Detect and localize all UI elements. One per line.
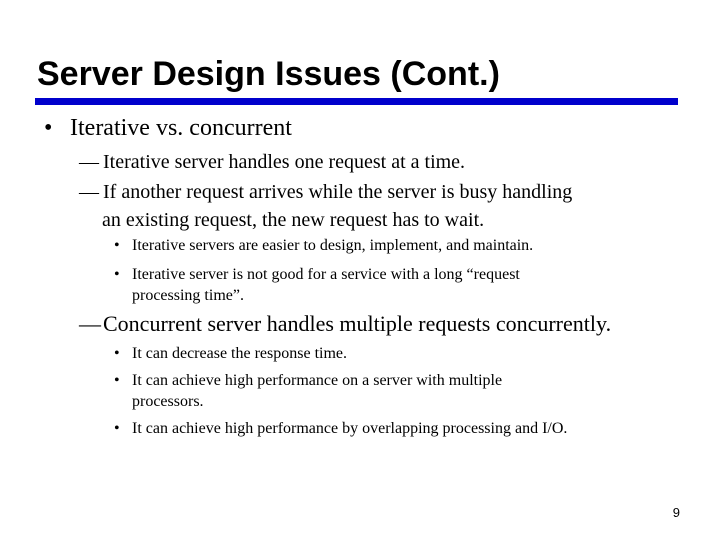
point-overlapping [114, 418, 694, 439]
dash-icon: — [79, 181, 99, 203]
point-not-good [114, 264, 694, 306]
point-text-line1: It can achieve high performance on a server with multiple [132, 372, 503, 389]
subitem-concurrent [79, 310, 689, 338]
subitem-iterative-handles [79, 148, 689, 176]
subitem-text: Concurrent server handles multiple requests concurrently. [103, 311, 612, 336]
page-number: 9 [672, 505, 680, 520]
point-decrease-response [114, 343, 694, 364]
point-text: Iterative servers are easier to design, implement, and maintain. [132, 237, 534, 254]
bullet-icon: • [114, 420, 120, 437]
point-text-line2: processing time”. [132, 287, 244, 304]
title-underline [35, 98, 678, 105]
bullet-icon: • [114, 266, 120, 283]
subitem-another-request [79, 178, 689, 234]
slide-title: Server Design Issues (Cont.) [37, 55, 500, 93]
bullet-icon: • [114, 345, 120, 362]
subitem-text: Iterative server handles one request at a time. [103, 151, 466, 173]
dash-icon: — [79, 311, 101, 336]
subitem-text-line1: If another request arrives while the server is busy handling [103, 181, 573, 203]
bullet-icon: • [114, 237, 120, 254]
dash-icon: — [79, 151, 99, 173]
point-text-line2: processors. [132, 393, 204, 410]
bullet-text: Iterative vs. concurrent [70, 115, 292, 141]
point-text: It can decrease the response time. [132, 345, 348, 362]
bullet-icon: • [44, 115, 53, 141]
subitem-text-line2: an existing request, the new request has to wait. [102, 209, 485, 231]
point-easier-to-design [114, 235, 694, 256]
point-text-line1: Iterative server is not good for a service with a long “request [132, 266, 520, 283]
point-multiple-processors [114, 370, 694, 412]
point-text: It can achieve high performance by overlapping processing and I/O. [132, 420, 568, 437]
bullet-icon: • [114, 372, 120, 389]
